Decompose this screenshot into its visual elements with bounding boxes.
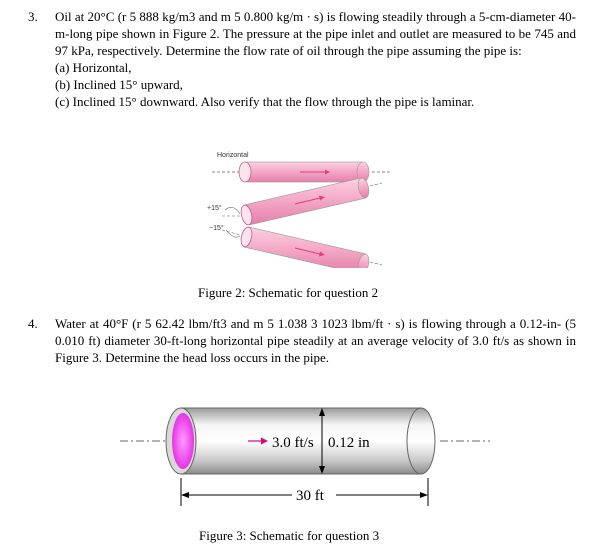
figure-2-caption: Figure 2: Schematic for question 2 <box>198 285 379 300</box>
question-3 <box>28 8 576 110</box>
question-3-number: 3. <box>28 9 38 24</box>
figure-2-label-horizontal: Horizontal <box>217 152 249 159</box>
figure-3-schematic <box>0 392 604 510</box>
velocity-label: 3.0 ft/s <box>272 435 314 451</box>
question-3-part-a: (a) Horizontal, <box>55 60 132 75</box>
figure-2-schematic <box>0 148 604 268</box>
length-label: 30 ft <box>296 488 324 504</box>
pipe-inclined-down <box>222 226 382 268</box>
figure-3-caption: Figure 3: Schematic for question 3 <box>199 528 380 543</box>
diameter-label: 0.12 in <box>328 435 370 451</box>
question-4 <box>28 315 576 366</box>
pipe-horizontal <box>212 162 392 182</box>
figure-2-label-up: +15° <box>207 205 222 212</box>
figure-2-label-down: −15° <box>209 225 224 232</box>
question-3-part-b: (b) Inclined 15° upward, <box>55 77 183 92</box>
question-3-text: Oil at 20°C (r 5 888 kg/m3 and m 5 0.800 kg/m · s) is flowing steadily through a 5-cm-diameter 40-m-long pipe shown in Figure 2. The pressure at the pipe inlet and outlet are measured to be 745 and 97 kPa, respectively. Determine the flow rate of oil through the pipe assuming the pipe is: <box>55 9 576 58</box>
question-4-text: Water at 40°F (r 5 62.42 lbm/ft3 and m 5 1.038 3 1023 lbm/ft · s) is flowing through a 0.12-in- (5 0.010 ft) diameter 30-ft-long horizontal pipe steadily at an average velocity of 3.0 ft/s as shown in Figure 3. Determine the head loss occurs in the pipe. <box>55 316 576 365</box>
pipe-inclined-up <box>222 177 382 226</box>
question-4-number: 4. <box>28 316 38 331</box>
question-3-part-c: (c) Inclined 15° downward. Also verify that the flow through the pipe is laminar. <box>55 94 475 109</box>
